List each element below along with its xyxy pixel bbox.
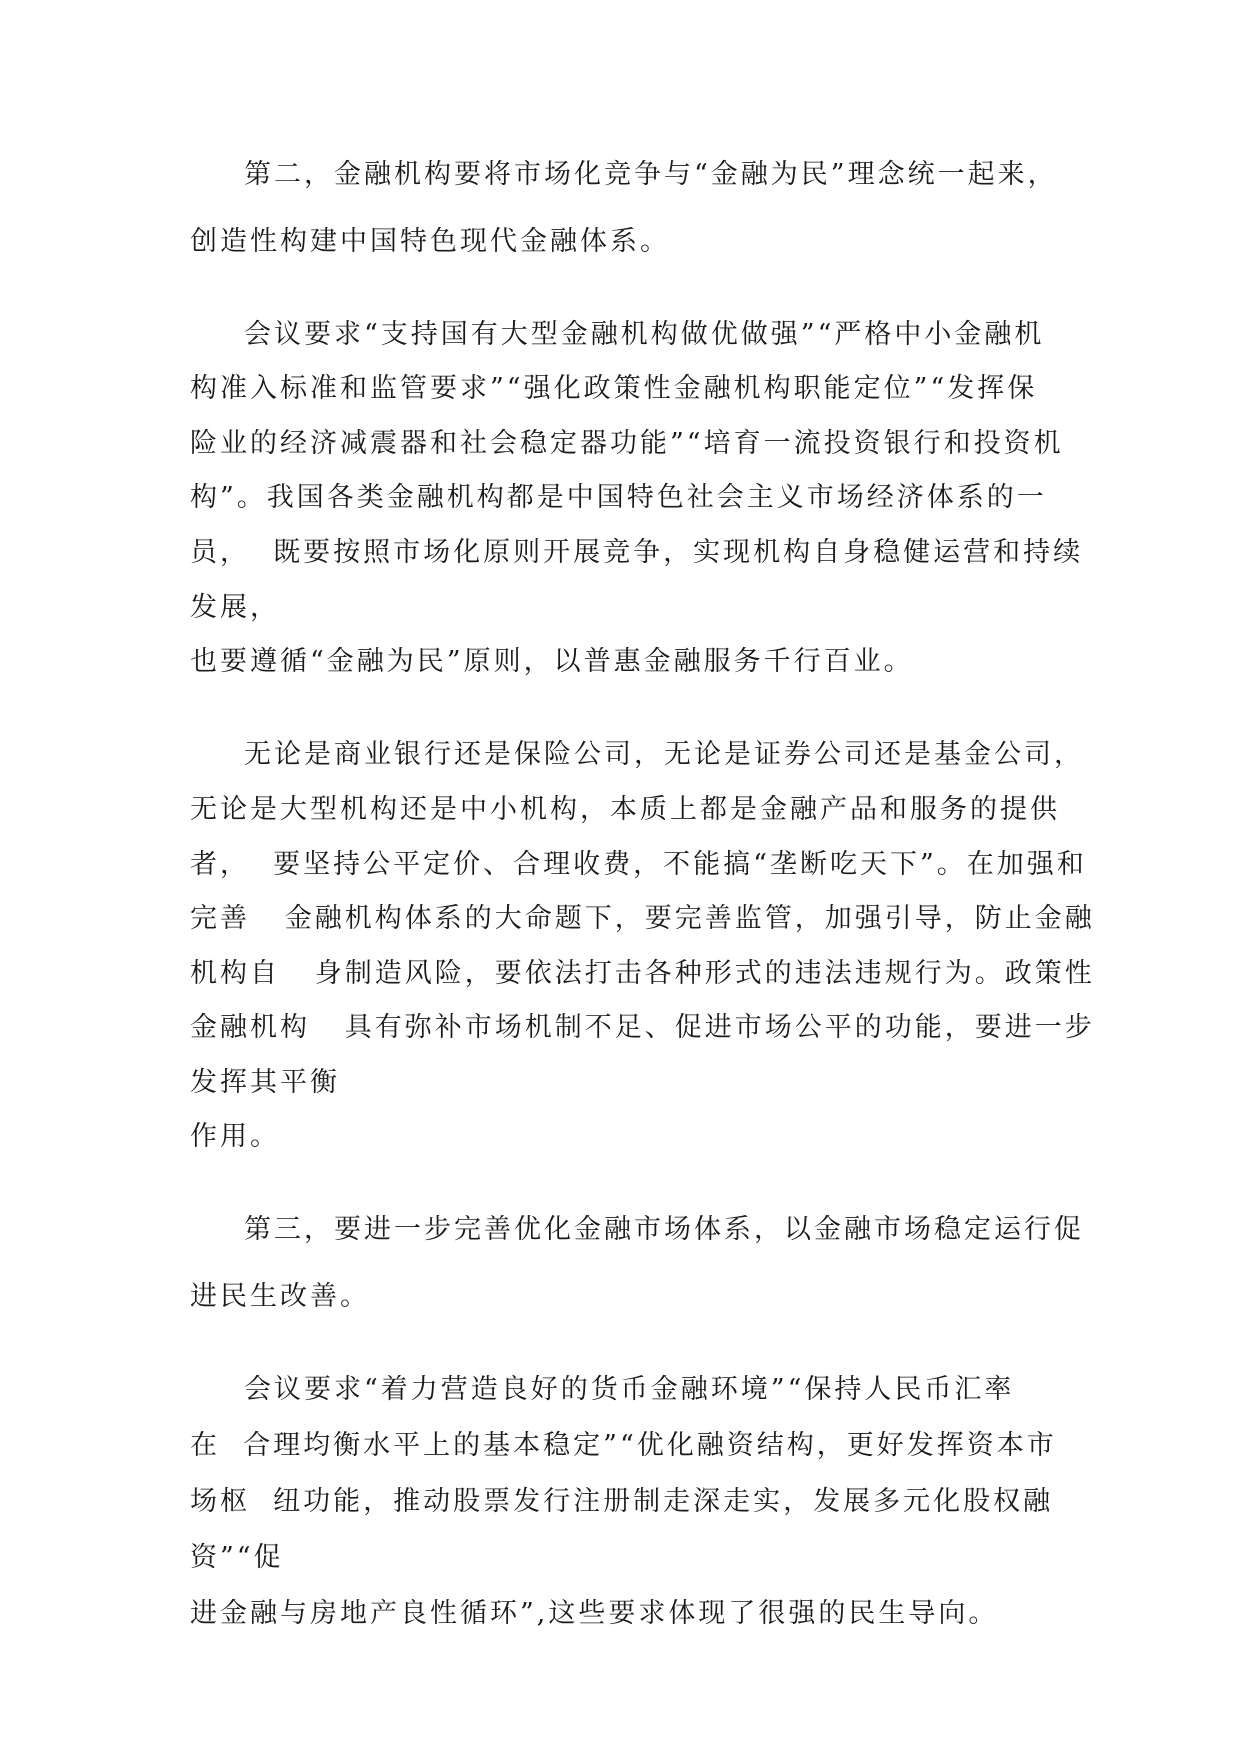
paragraph-1-line-1: 第二，金融机构要将市场化竞争与“金融为民”理念统一起来， — [244, 159, 1058, 190]
paragraph-2-line-7: 也要遵循“金融为民”原则，以普惠金融服务千行百业。 — [190, 646, 914, 677]
paragraph-3-line-4: 完善 金融机构体系的大命题下，要完善监管，加强引导，防止金融 — [190, 903, 1095, 934]
paragraph-2-line-4: 构”。我国各类金融机构都是中国特色社会主义市场经济体系的一 — [190, 482, 1047, 513]
paragraph-4-line-2: 进民生改善。 — [190, 1281, 370, 1312]
paragraph-3-line-7: 发挥其平衡 — [190, 1067, 340, 1098]
paragraph-5-line-5: 进金融与房地产良性循环”,这些要求体现了很强的民生导向。 — [190, 1598, 999, 1629]
paragraph-4-line-1: 第三，要进一步完善优化金融市场体系，以金融市场稳定运行促 — [244, 1214, 1084, 1245]
paragraph-2-line-3: 险业的经济减震器和社会稳定器功能”“培育一流投资银行和投资机 — [190, 428, 1064, 459]
paragraph-2-line-1: 会议要求“支持国有大型金融机构做优做强”“严格中小金融机 — [244, 319, 1045, 350]
paragraph-1-line-2: 创造性构建中国特色现代金融体系。 — [190, 226, 670, 257]
paragraph-5-line-4: 资”“促 — [190, 1542, 284, 1573]
paragraph-5-line-3: 场枢 纽功能，推动股票发行注册制走深走实，发展多元化股权融 — [190, 1486, 1054, 1517]
paragraph-2-line-5: 员， 既要按照市场化原则开展竞争，实现机构自身稳健运营和持续 — [190, 537, 1084, 568]
paragraph-3-line-2: 无论是大型机构还是中小机构，本质上都是金融产品和服务的提供 — [190, 794, 1060, 825]
paragraph-3-line-5: 机构自 身制造风险，要依法打击各种形式的违法违规行为。政策性 — [190, 958, 1095, 989]
paragraph-5-line-1: 会议要求“着力营造良好的货币金融环境”“保持人民币汇率 — [244, 1374, 1015, 1405]
paragraph-5-line-2: 在 合理均衡水平上的基本稳定”“优化融资结构，更好发挥资本市 — [190, 1430, 1057, 1461]
paragraph-2-line-2: 构准入标准和监管要求”“强化政策性金融机构职能定位”“发挥保 — [190, 373, 1038, 404]
paragraph-2-line-6: 发展， — [190, 592, 280, 623]
paragraph-3-line-6: 金融机构 具有弥补市场机制不足、促进市场公平的功能，要进一步 — [190, 1012, 1095, 1043]
paragraph-3-line-8: 作用。 — [190, 1121, 280, 1152]
paragraph-3-line-3: 者， 要坚持公平定价、合理收费，不能搞“垄断吃天下”。在加强和 — [190, 849, 1087, 880]
paragraph-3-line-1: 无论是商业银行还是保险公司，无论是证券公司还是基金公司， — [244, 739, 1084, 770]
